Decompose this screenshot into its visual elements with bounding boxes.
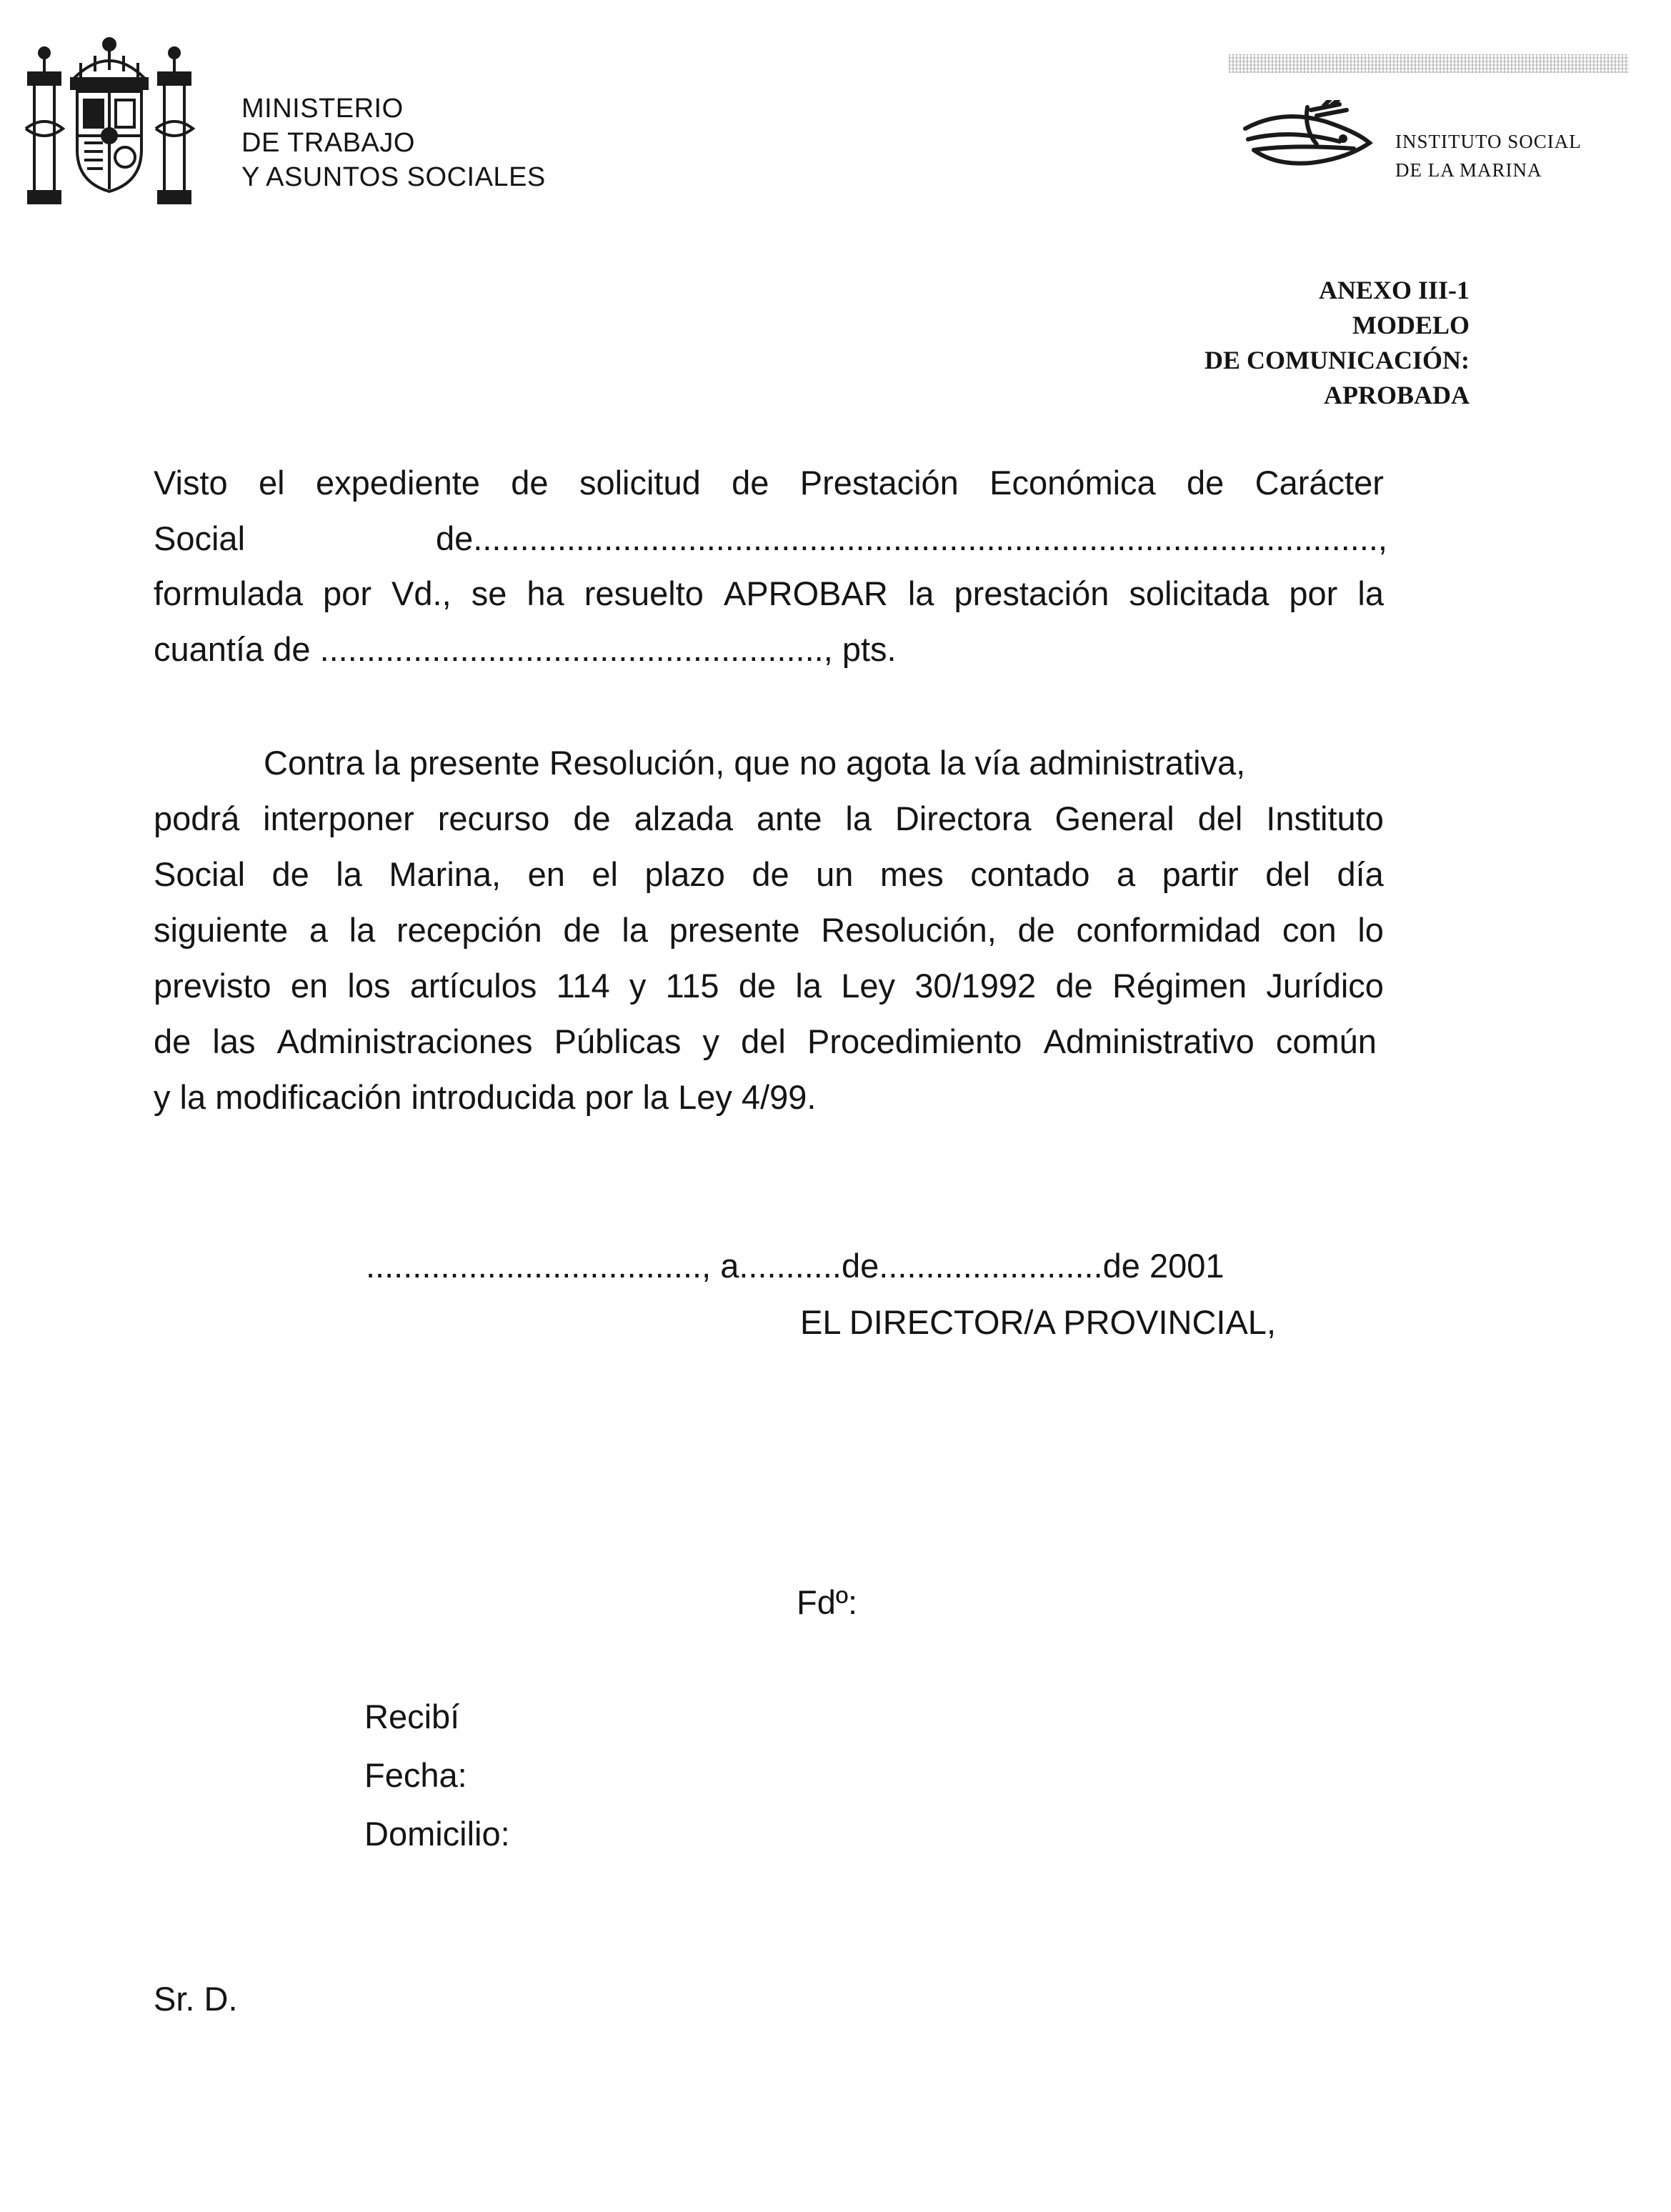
word: formulada bbox=[154, 574, 303, 612]
word: de bbox=[573, 799, 611, 837]
word: 115 bbox=[665, 967, 719, 1005]
word: y bbox=[629, 967, 647, 1005]
word: de bbox=[1187, 464, 1224, 502]
word: Marina, bbox=[389, 855, 502, 893]
word: mes bbox=[879, 855, 944, 893]
word: conformidad bbox=[1076, 911, 1262, 949]
coat-of-arms-logo bbox=[20, 29, 199, 211]
justified-line bbox=[154, 966, 1384, 1005]
ministry-name bbox=[241, 91, 546, 194]
text-social: Social bbox=[154, 519, 246, 557]
word: a bbox=[309, 911, 328, 949]
word: la bbox=[795, 967, 822, 1005]
justified-line bbox=[154, 574, 1384, 613]
word: Resolución, bbox=[821, 911, 997, 949]
institute-line: INSTITUTO SOCIAL bbox=[1395, 131, 1582, 152]
word: Ley bbox=[841, 967, 896, 1005]
institute-name bbox=[1395, 127, 1582, 184]
word: Instituto bbox=[1266, 799, 1384, 837]
word: lo bbox=[1357, 911, 1384, 949]
annex-line: MODELO bbox=[1352, 311, 1470, 339]
word: la bbox=[622, 911, 648, 949]
word: por bbox=[323, 574, 371, 612]
word: ha bbox=[527, 574, 564, 612]
word: en bbox=[527, 855, 565, 893]
word: Visto bbox=[154, 464, 228, 502]
word: podrá bbox=[154, 799, 240, 837]
annex-title bbox=[1204, 273, 1470, 413]
appeal-first-line-text: Contra la presente Resolución, que no agota la vía administrativa, bbox=[264, 744, 1246, 782]
word: de bbox=[154, 1022, 191, 1060]
word: Públicas bbox=[554, 1022, 682, 1060]
word: el bbox=[592, 855, 618, 893]
place-date-line: ...................................., a...........de........................de 2001 bbox=[366, 1247, 1224, 1285]
word: Vd., bbox=[391, 574, 452, 612]
word: de bbox=[752, 855, 789, 893]
word: las bbox=[212, 1022, 256, 1060]
appeal-first-line bbox=[264, 743, 1384, 782]
word: General bbox=[1054, 799, 1174, 837]
date-label: Fecha: bbox=[364, 1756, 467, 1794]
word: plazo bbox=[644, 855, 725, 893]
word: y bbox=[702, 1022, 719, 1060]
word: por bbox=[1289, 574, 1338, 612]
word: Social bbox=[154, 855, 246, 893]
word: solicitud bbox=[579, 464, 701, 502]
addressee-label: Sr. D. bbox=[154, 1980, 238, 2018]
word: Régimen bbox=[1112, 967, 1247, 1005]
word: de bbox=[1017, 911, 1055, 949]
word: de bbox=[271, 855, 309, 893]
word: presente bbox=[669, 911, 800, 949]
word: con bbox=[1282, 911, 1337, 949]
word: ante bbox=[756, 799, 822, 837]
word: 114 bbox=[556, 967, 610, 1005]
word: contado bbox=[970, 855, 1090, 893]
institute-line: DE LA MARINA bbox=[1395, 159, 1542, 181]
word: solicitada bbox=[1129, 574, 1270, 612]
signed-label: Fdº: bbox=[797, 1583, 858, 1621]
ministry-line: MINISTERIO bbox=[241, 94, 404, 124]
director-title: EL DIRECTOR/A PROVINCIAL, bbox=[800, 1303, 1277, 1341]
word: artículos bbox=[409, 967, 537, 1005]
word: del bbox=[1197, 799, 1243, 837]
word: Económica bbox=[989, 464, 1156, 502]
word: a bbox=[1116, 855, 1136, 893]
word: la bbox=[907, 574, 934, 612]
justified-line bbox=[154, 855, 1384, 894]
word: resuelto bbox=[584, 574, 704, 612]
word: del bbox=[741, 1022, 786, 1060]
word: prestación bbox=[954, 574, 1109, 612]
word: los bbox=[347, 967, 391, 1005]
word: alzada bbox=[634, 799, 734, 837]
word: APROBAR bbox=[723, 574, 888, 612]
word: siguiente bbox=[154, 911, 289, 949]
receipt-block bbox=[364, 1688, 510, 1863]
received-label: Recibí bbox=[364, 1698, 460, 1735]
word: común bbox=[1275, 1022, 1377, 1060]
word: del bbox=[1265, 855, 1310, 893]
word: Procedimiento bbox=[807, 1022, 1022, 1060]
word: Prestación bbox=[799, 464, 959, 502]
word: partir bbox=[1162, 855, 1239, 893]
address-label: Domicilio: bbox=[364, 1815, 510, 1853]
word: la bbox=[845, 799, 872, 837]
word: se bbox=[471, 574, 507, 612]
justified-line bbox=[154, 799, 1384, 838]
social-line bbox=[154, 519, 1387, 558]
amount-line: cuantía de ......................................................, pts. bbox=[154, 630, 897, 668]
word: Carácter bbox=[1255, 464, 1384, 502]
word: la bbox=[349, 911, 376, 949]
word: día bbox=[1337, 855, 1384, 893]
word: de bbox=[511, 464, 549, 502]
word: 30/1992 bbox=[914, 967, 1037, 1005]
word: interponer bbox=[263, 799, 414, 837]
benefit-name-blank: de................................................................................................., bbox=[436, 519, 1387, 557]
annex-line: ANEXO III-1 bbox=[1318, 276, 1470, 304]
word: la bbox=[1357, 574, 1384, 612]
scan-speckle bbox=[1229, 54, 1629, 73]
justified-line bbox=[154, 463, 1384, 502]
ministry-line: Y ASUNTOS SOCIALES bbox=[241, 162, 546, 192]
word: de bbox=[1055, 967, 1093, 1005]
word: Jurídico bbox=[1266, 967, 1384, 1005]
ministry-line: DE TRABAJO bbox=[241, 128, 415, 158]
institute-fish-logo bbox=[1239, 100, 1375, 175]
word: el bbox=[259, 464, 285, 502]
word: la bbox=[336, 855, 362, 893]
word: recepción bbox=[396, 911, 542, 949]
appeal-last-line: y la modificación introducida por la Ley 4/99. bbox=[154, 1078, 817, 1116]
word: de bbox=[732, 464, 769, 502]
word: en bbox=[290, 967, 329, 1005]
justified-line bbox=[154, 910, 1384, 950]
word: expediente bbox=[315, 464, 480, 502]
word: previsto bbox=[154, 967, 271, 1005]
annex-line: APROBADA bbox=[1324, 381, 1470, 409]
word: Administrativo bbox=[1043, 1022, 1255, 1060]
annex-line: DE COMUNICACIÓN: bbox=[1204, 346, 1470, 374]
word: Administraciones bbox=[276, 1022, 533, 1060]
word: de bbox=[738, 967, 777, 1005]
word: recurso bbox=[437, 799, 550, 837]
word: de bbox=[563, 911, 601, 949]
justified-line bbox=[154, 1022, 1377, 1061]
word: Directora bbox=[894, 799, 1032, 837]
word: un bbox=[816, 855, 854, 893]
